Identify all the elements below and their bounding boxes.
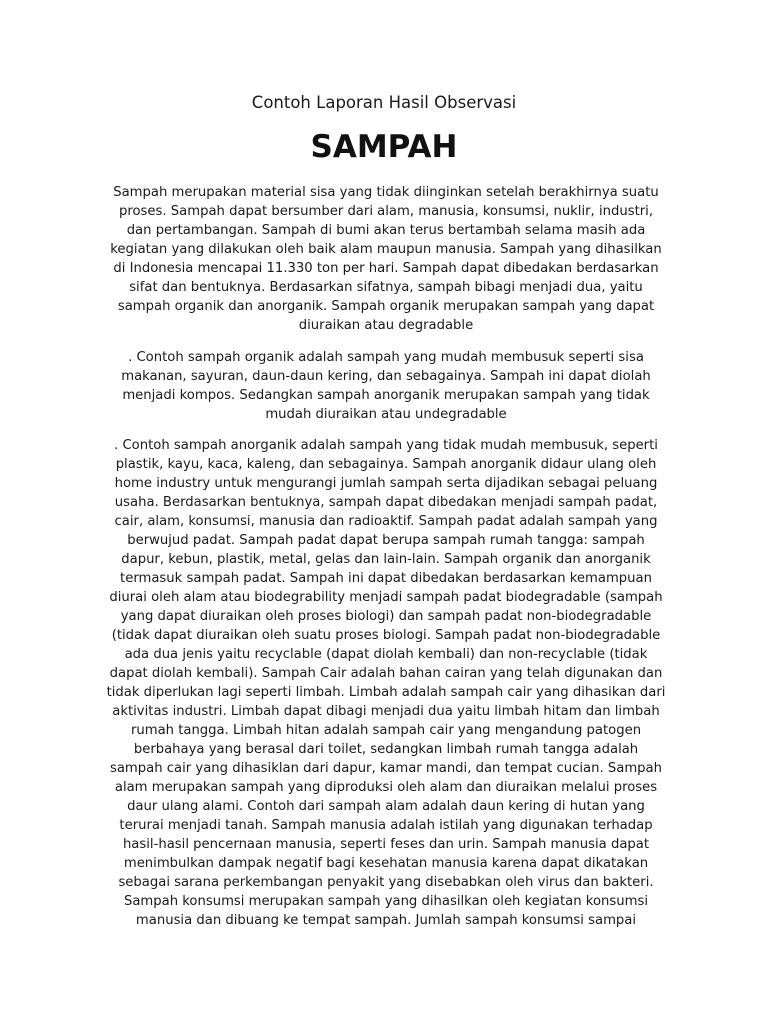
text-line: manusia dan dibuang ke tempat sampah. Jumlah sampah konsumsi sampai [135,913,637,928]
paragraph-1 [96,183,676,335]
text-line: yang dapat diuraikan oleh proses biologi) dan sampah padat non-biodegradable [120,609,652,624]
text-line: home industry untuk mengurangi jumlah sampah serta dijadikan sebagai peluang [114,476,658,491]
text-line: . Contoh sampah anorganik adalah sampah yang tidak mudah membusuk, seperti [114,438,658,453]
text-line: berwujud padat. Sampah padat dapat berupa sampah rumah tangga: sampah [127,533,645,548]
text-line: sifat dan bentuknya. Berdasarkan sifatnya, sampah bibagi menjadi dua, yaitu [129,280,643,295]
text-line: sampah cair yang dihasiklan dari dapur, kamar mandi, dan tempat cucian. Sampah [109,761,662,776]
text-line: dan pertambangan. Sampah di bumi akan terus bertambah selama masih ada [126,223,646,238]
text-line: Sampah merupakan material sisa yang tidak diinginkan setelah berakhirnya suatu [113,185,659,200]
text-line: mudah diuraikan atau undegradable [265,407,507,422]
text-line: alam merupakan sampah yang diproduksi oleh alam dan diuraikan melalui proses [114,780,658,795]
text-line: menjadi kompos. Sedangkan sampah anorganik merupakan sampah yang tidak [122,388,650,403]
text-line: tidak diperlukan lagi seperti limbah. Limbah adalah sampah cair yang dihasikan dari [106,685,666,700]
text-line: menimbulkan dampak negatif bagi kesehatan manusia karena dapat dikatakan [123,856,649,871]
text-line: termasuk sampah padat. Sampah ini dapat dibedakan berdasarkan kemampuan [120,571,652,586]
paragraph-2 [96,348,676,424]
text-line: terurai menjadi tanah. Sampah manusia adalah istilah yang digunakan terhadap [119,818,653,833]
text-line: (tidak dapat diuraikan oleh suatu proses biologi. Sampah padat non-biodegradable [111,628,661,643]
text-line: hasil-hasil pencernaan manusia, seperti feses dan urin. Sampah manusia dapat [122,837,650,852]
text-line: kegiatan yang dilakukan oleh baik alam maupun manusia. Sampah yang dihasilkan [110,242,662,257]
text-line: cair, alam, konsumsi, manusia dan radioaktif. Sampah padat adalah sampah yang [114,514,658,529]
text-line: ada dua jenis yaitu recyclable (dapat diolah kembali) dan non-recyclable (tidak [124,647,648,662]
text-line: plastik, kayu, kaca, kaleng, dan sebagainya. Sampah anorganik didaur ulang oleh [115,457,657,472]
text-line: aktivitas industri. Limbah dapat dibagi menjadi dua yaitu limbah hitam dan limbah [112,704,660,719]
text-line: daur ulang alami. Contoh dari sampah alam adalah daun kering di hutan yang [127,799,645,814]
document-title: Contoh Laporan Hasil Observasi [251,93,517,112]
text-line: sebagai sarana perkembangan penyakit yang disebabkan oleh virus dan bakteri. [118,875,654,890]
paragraph-3 [96,436,676,930]
text-line: diurai oleh alam atau biodegrability menjadi sampah padat biodegradable (sampah [109,590,663,605]
text-line: makanan, sayuran, daun-daun kering, dan sebagainya. Sampah ini dapat diolah [121,369,651,384]
text-line: berbahaya yang berasal dari toilet, sedangkan limbah rumah tangga adalah [133,742,639,757]
text-line: Sampah konsumsi merupakan sampah yang dihasilkan oleh kegiatan konsumsi [123,894,649,909]
text-line: di Indonesia mencapai 11.330 ton per hari. Sampah dapat dibedakan berdasarkan [113,261,659,276]
document-heading: SAMPAH [310,129,458,165]
text-line: usaha. Berdasarkan bentuknya, sampah dapat dibedakan menjadi sampah padat, [114,495,658,510]
text-line: dapur, kebun, plastik, metal, gelas dan lain-lain. Sampah organik dan anorganik [121,552,651,567]
text-line: dapat diolah kembali). Sampah Cair adalah bahan cairan yang telah digunakan dan [109,666,663,681]
text-line: . Contoh sampah organik adalah sampah yang mudah membusuk seperti sisa [128,350,644,365]
text-line: sampah organik dan anorganik. Sampah organik merupakan sampah yang dapat [117,299,655,314]
text-line: rumah tangga. Limbah hitan adalah sampah cair yang mengandung patogen [130,723,642,738]
text-line: proses. Sampah dapat bersumber dari alam, manusia, konsumsi, nuklir, industri, [118,204,654,219]
text-line: diuraikan atau degradable [298,318,474,333]
